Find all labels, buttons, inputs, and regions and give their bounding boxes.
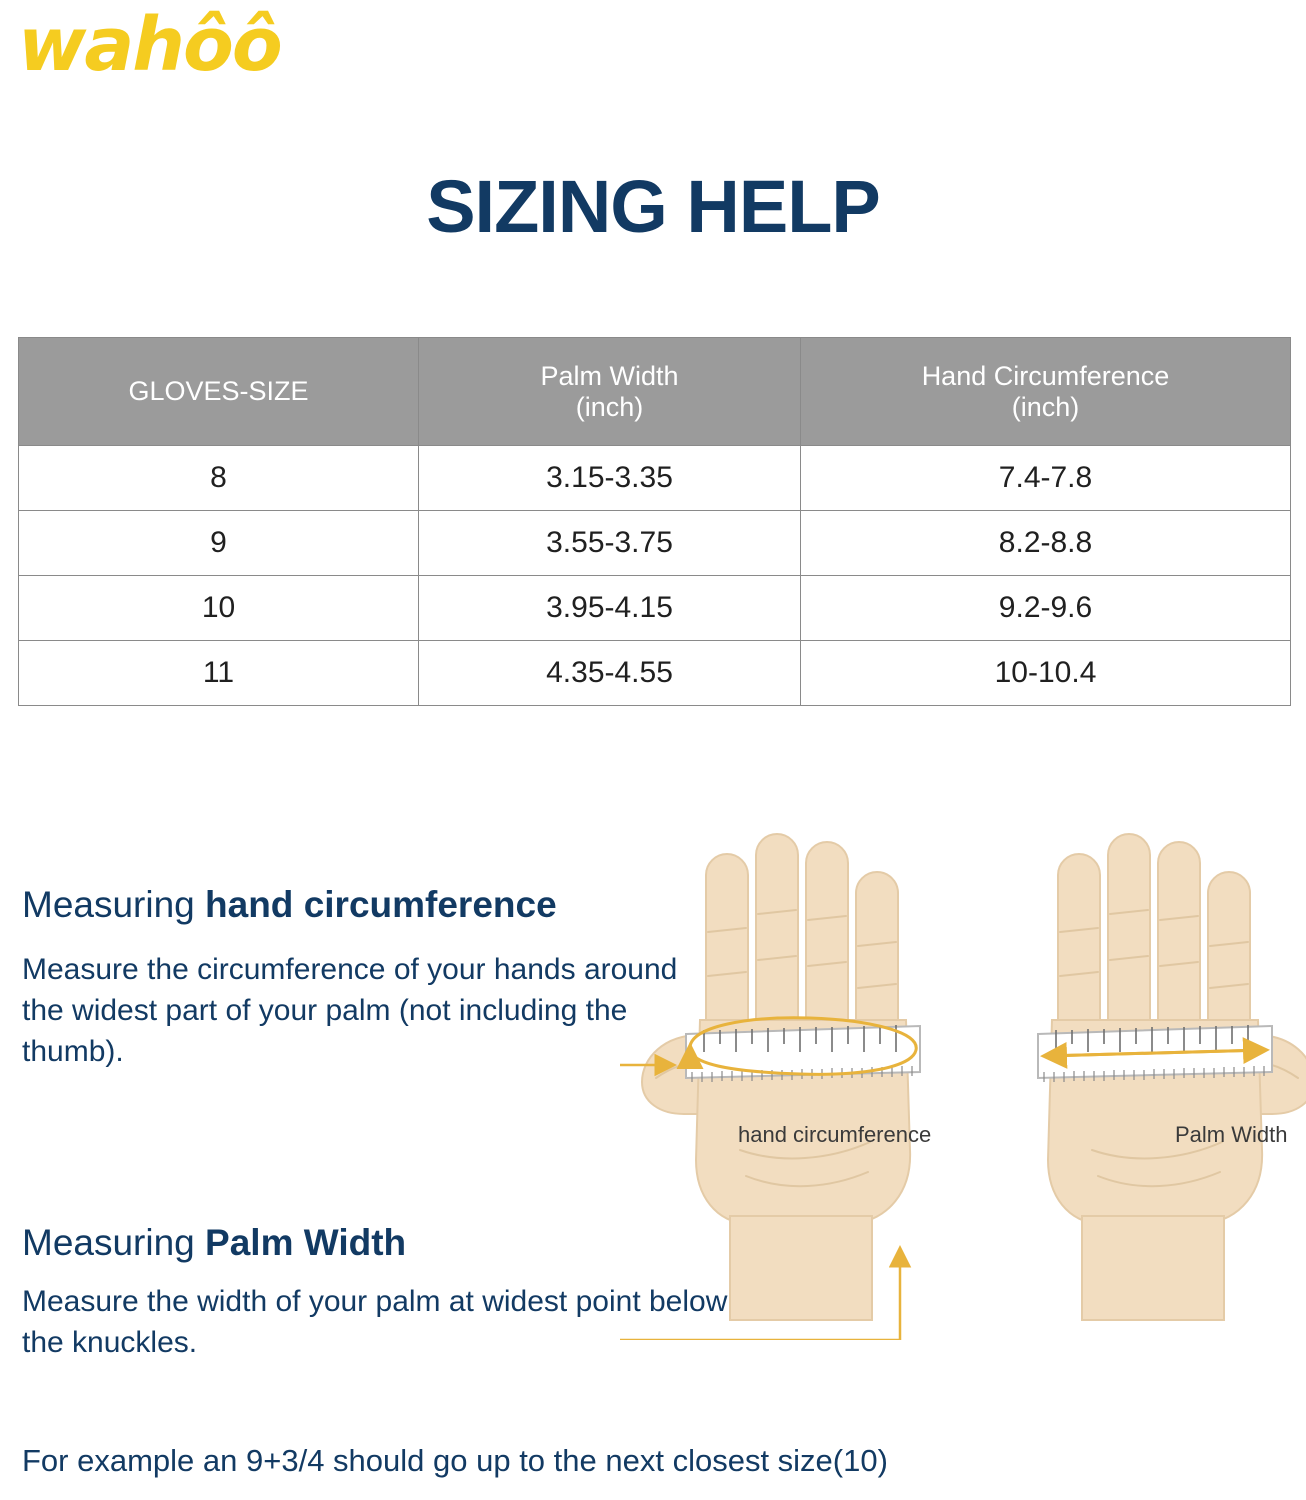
hands-illustration xyxy=(620,820,1306,1340)
column-header-hand-circumference-label: Hand Circumference xyxy=(921,361,1170,392)
table-row xyxy=(19,576,1291,641)
right-hand xyxy=(1038,834,1306,1320)
left-hand xyxy=(642,834,920,1320)
cell-size: 9 xyxy=(19,511,419,576)
cell-palm-width: 3.95-4.15 xyxy=(419,576,801,641)
page-title: SIZING HELP xyxy=(426,165,880,248)
example-note: For example an 9+3/4 should go up to the next closest size(10) xyxy=(22,1443,888,1478)
cell-hand-circumference: 8.2-8.8 xyxy=(801,511,1291,576)
cell-hand-circumference: 9.2-9.6 xyxy=(801,576,1291,641)
table-row xyxy=(19,641,1291,706)
column-header-hand-circumference xyxy=(801,338,1291,446)
table-header-row xyxy=(19,338,1291,446)
cell-size: 10 xyxy=(19,576,419,641)
caption-hand-circumference: hand circumference xyxy=(738,1122,932,1147)
section-body-palm-width: Measure the width of your palm at widest point below the knuckles. xyxy=(22,1285,728,1359)
section-heading-hand-circumference xyxy=(22,884,557,926)
section-heading-emphasis: hand circumference xyxy=(205,884,557,925)
table-row xyxy=(19,446,1291,511)
caption-palm-width: Palm Width xyxy=(1175,1122,1288,1147)
section-heading-emphasis: Palm Width xyxy=(205,1222,407,1263)
cell-palm-width: 4.35-4.55 xyxy=(419,641,801,706)
section-heading-palm-width xyxy=(22,1222,406,1264)
tape-right xyxy=(1038,1025,1272,1082)
section-heading-prefix: Measuring xyxy=(22,884,206,925)
section-heading-prefix: Measuring xyxy=(22,1222,206,1263)
sizing-table xyxy=(18,337,1291,706)
column-header-gloves-size xyxy=(19,338,419,446)
cell-palm-width: 3.55-3.75 xyxy=(419,511,801,576)
section-body-hand-circumference: Measure the circumference of your hands around the widest part of your palm (not including the thumb). xyxy=(22,953,678,1068)
cell-size: 11 xyxy=(19,641,419,706)
column-header-palm-width xyxy=(419,338,801,446)
cell-palm-width: 3.15-3.35 xyxy=(419,446,801,511)
hands-diagram-svg xyxy=(620,820,1306,1340)
cell-size: 8 xyxy=(19,446,419,511)
table-header xyxy=(19,338,1291,446)
column-header-hand-circumference-unit: (inch) xyxy=(1011,391,1080,422)
table-body xyxy=(19,446,1291,706)
cell-hand-circumference: 10-10.4 xyxy=(801,641,1291,706)
cell-hand-circumference: 7.4-7.8 xyxy=(801,446,1291,511)
table-row xyxy=(19,511,1291,576)
column-header-palm-width-label: Palm Width xyxy=(540,361,679,392)
brand-logo: wahôô xyxy=(18,2,281,88)
column-header-palm-width-unit: (inch) xyxy=(575,391,644,422)
column-header-gloves-size-label: GLOVES-SIZE xyxy=(128,376,309,407)
